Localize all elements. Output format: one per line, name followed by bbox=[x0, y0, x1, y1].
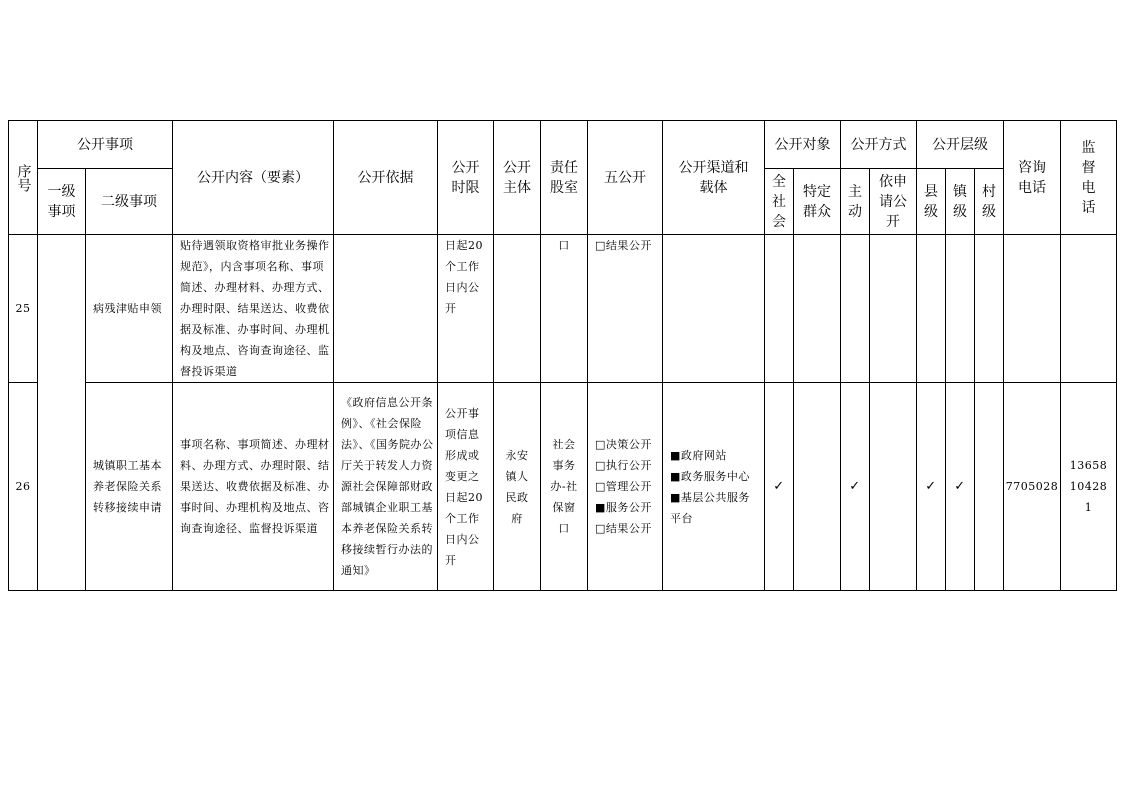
cell-target-all bbox=[765, 235, 794, 383]
header-level1: 一级事项 bbox=[38, 169, 86, 235]
row-channels bbox=[663, 235, 765, 383]
check-method-active: ✓ bbox=[841, 383, 870, 591]
row-five bbox=[588, 235, 663, 383]
check-level-town: ✓ bbox=[946, 383, 975, 591]
five-item: □ 决策公开 bbox=[595, 434, 659, 455]
table-row bbox=[9, 235, 1117, 383]
five-item: □ 结果公开 bbox=[595, 518, 659, 539]
row-seq: 26 bbox=[9, 383, 38, 591]
header-supervise: 监督电话 bbox=[1061, 121, 1117, 235]
disclosure-table bbox=[8, 120, 1117, 591]
table-row bbox=[9, 383, 1117, 591]
row-content: 贴待遇领取资格审批业务操作规范》，内含事项名称、事项简述、办理材料、办理方式、办理时限、结果送达、收费依据及标准、办事时间、办理机构及地点、咨询查询途径、监督投诉渠道 bbox=[173, 235, 334, 383]
row-phone-supervise: 13658104281 bbox=[1061, 383, 1117, 591]
row-basis bbox=[334, 235, 438, 383]
header-seq: 序号 bbox=[9, 121, 38, 235]
header-method-active: 主动 bbox=[841, 169, 870, 235]
cell-method-apply bbox=[870, 383, 917, 591]
header-time-limit: 公开时限 bbox=[438, 121, 494, 235]
cell-level-village bbox=[975, 235, 1004, 383]
header-level: 公开层级 bbox=[917, 121, 1004, 169]
row-content: 事项名称、事项简述、办理材料、办理方式、办理时限、结果送达、收费依据及标准、办事时间、办理机构及地点、咨询查询途径、监督投诉渠道 bbox=[173, 383, 334, 591]
row-basis: 《政府信息公开条例》、《社会保险法》、《国务院办公厅关于转发人力资源社会保障部财政部城镇企业职工基本养老保险关系转移接续暂行办法的通知》 bbox=[334, 383, 438, 591]
header-method: 公开方式 bbox=[841, 121, 917, 169]
cell-level-county bbox=[917, 235, 946, 383]
header-five: 五公开 bbox=[588, 121, 663, 235]
row-subject bbox=[494, 235, 541, 383]
five-item: □ 管理公开 bbox=[595, 476, 659, 497]
row-five bbox=[588, 383, 663, 591]
header-target-specific: 特定群众 bbox=[794, 169, 841, 235]
cell-target-specific bbox=[794, 383, 841, 591]
row-phone-supervise bbox=[1061, 235, 1117, 383]
header-target: 公开对象 bbox=[765, 121, 841, 169]
header-channel: 公开渠道和载体 bbox=[663, 121, 765, 235]
row-dept: 社会事务办-社保窗口 bbox=[541, 383, 588, 591]
row-level1 bbox=[38, 235, 86, 591]
row-dept: 口 bbox=[541, 235, 588, 383]
check-target-all: ✓ bbox=[765, 383, 794, 591]
five-item: □ 执行公开 bbox=[595, 455, 659, 476]
header-subject: 公开主体 bbox=[494, 121, 541, 235]
row-level2: 病残津贴申领 bbox=[86, 235, 173, 383]
row-time-limit: 日起20个工作日内公开 bbox=[438, 235, 494, 383]
header-matter: 公开事项 bbox=[38, 121, 173, 169]
row-time-limit: 公开事项信息形成或变更之日起20个工作日内公开 bbox=[438, 383, 494, 591]
five-item: ■ 服务公开 bbox=[595, 497, 659, 518]
header-level2: 二级事项 bbox=[86, 169, 173, 235]
cell-method-active bbox=[841, 235, 870, 383]
row-phone-consult bbox=[1004, 235, 1061, 383]
row-seq: 25 bbox=[9, 235, 38, 383]
row-level2: 城镇职工基本养老保险关系转移接续申请 bbox=[86, 383, 173, 591]
header-target-all: 全社会 bbox=[765, 169, 794, 235]
header-content: 公开内容（要素） bbox=[173, 121, 334, 235]
row-phone-consult: 7705028 bbox=[1004, 383, 1061, 591]
cell-level-town bbox=[946, 235, 975, 383]
cell-target-specific bbox=[794, 235, 841, 383]
header-dept: 责任股室 bbox=[541, 121, 588, 235]
channel-item: ■ 基层公共服务平台 bbox=[670, 487, 761, 529]
five-item: □ 结果公开 bbox=[595, 235, 659, 256]
cell-level-village bbox=[975, 383, 1004, 591]
channel-item: ■ 政务服务中心 bbox=[670, 466, 761, 487]
header-level-village: 村级 bbox=[975, 169, 1004, 235]
header-method-apply: 依申请公开 bbox=[870, 169, 917, 235]
row-subject: 永安镇人民政府 bbox=[494, 383, 541, 591]
header-level-county: 县级 bbox=[917, 169, 946, 235]
header-level-town: 镇级 bbox=[946, 169, 975, 235]
row-channels bbox=[663, 383, 765, 591]
header-basis: 公开依据 bbox=[334, 121, 438, 235]
channel-item: ■ 政府网站 bbox=[670, 445, 761, 466]
cell-method-apply bbox=[870, 235, 917, 383]
check-level-county: ✓ bbox=[917, 383, 946, 591]
header-consult: 咨询电话 bbox=[1004, 121, 1061, 235]
